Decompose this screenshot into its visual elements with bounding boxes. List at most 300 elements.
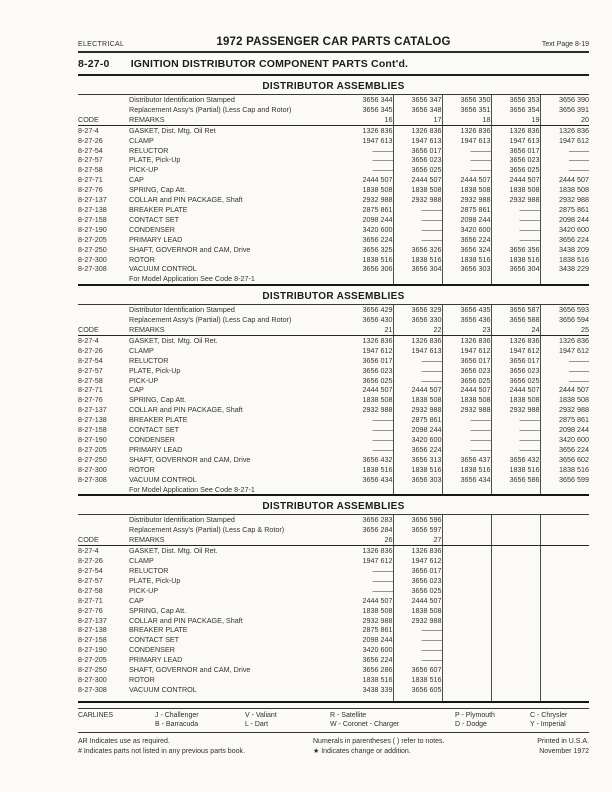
remarks-header: REMARKS [129,325,344,335]
carlines-legend [78,708,589,733]
id-stamped-value [491,515,540,525]
part-number [491,606,540,616]
part-number: 3656 017 [491,356,540,366]
carline-entry: P - Plymouth [455,711,495,719]
carline-entry: L - Dart [245,721,269,729]
carline-column [245,711,330,730]
id-stamped-label: Distributor Identification Stamped [129,515,344,525]
part-number [491,645,540,655]
part-number [540,596,589,606]
part-row [78,425,589,435]
part-number: 3656 224 [362,655,393,665]
part-number: ——— [442,435,491,445]
part-number: ——— [540,165,589,175]
part-row [78,146,589,156]
part-number: 3656 437 [442,455,491,465]
part-number: 1947 613 [491,136,540,146]
part-number: 2875 861 [540,205,589,215]
part-number: 2932 988 [491,405,540,415]
footnote-right-column [499,737,589,757]
part-number [442,665,491,675]
replacement-assy-value: 3656 391 [540,105,589,115]
footnote-number-sign: # Indicates parts not listed in any previous parts book. [78,747,245,755]
part-code: 8-27-71 [78,595,103,605]
part-number: 1326 836 [393,125,442,135]
part-number: 1838 508 [442,185,491,195]
part-code: 8-27-76 [78,185,103,195]
part-number [491,655,540,665]
part-row [78,415,589,425]
part-number: 3420 600 [362,224,393,234]
column-number: 21 [344,325,393,335]
part-row [78,346,589,356]
replacement-assy-value: 3656 436 [442,315,491,325]
section-code: 8-27-0 [78,58,110,70]
part-row [78,566,589,576]
part-number [540,606,589,616]
parts-table [78,514,589,702]
part-number: 2444 507 [442,175,491,185]
empty-cell [491,695,540,702]
empty-cell [491,485,540,496]
part-row [78,185,589,195]
part-number: 3656 023 [442,366,491,376]
id-stamped-value: 3656 596 [393,515,442,525]
part-number: 2875 861 [362,625,393,635]
part-number: 3656 605 [393,685,442,695]
part-code: 8-27-250 [78,244,107,254]
part-number [442,546,491,556]
part-number: 1838 508 [442,395,491,405]
part-code: 8-27-137 [78,615,107,625]
part-number: 2932 988 [442,405,491,415]
part-number: 2098 244 [362,635,393,645]
replacement-assy-value [540,525,589,535]
part-number: 1326 836 [442,335,491,345]
part-row [78,665,589,675]
part-number: 1947 613 [442,136,491,146]
part-row [78,356,589,366]
part-number: 1838 516 [491,465,540,475]
part-number: 2932 988 [362,195,393,205]
part-number: ——— [393,215,442,225]
part-number: 2444 507 [362,385,393,395]
remarks-header: REMARKS [129,535,344,545]
part-description: COLLAR and PIN PACKAGE, Shaft [129,405,243,415]
empty-cell [393,274,442,285]
part-description: GASKET, Dist. Mtg. Oil Ret. [129,335,218,345]
part-description: ROTOR [129,254,155,264]
part-number: 1838 516 [442,465,491,475]
column-number: 25 [540,325,589,335]
part-number [442,616,491,626]
part-number [491,586,540,596]
tables-container [78,81,589,703]
part-number: 1838 516 [540,255,589,265]
column-number: 19 [491,115,540,125]
part-code: 8-27-205 [78,444,107,454]
part-number: 3656 224 [393,445,442,455]
part-code: 8-27-76 [78,605,103,615]
part-row [78,475,589,485]
part-number: 3656 356 [491,245,540,255]
part-number: 1838 508 [491,185,540,195]
column-number: 27 [393,535,442,545]
id-stamped-row [78,95,589,105]
part-number: 1838 508 [393,185,442,195]
part-code: 8-27-54 [78,565,103,575]
part-number: ——— [491,215,540,225]
part-description: PICK-UP [129,585,159,595]
part-number: 3656 017 [393,566,442,576]
replacement-assy-label: Replacement Assy's (Partial) (Less Cap & Rotor) [129,525,285,535]
part-number: ——— [491,205,540,215]
part-code: 8-27-137 [78,405,107,415]
part-description: PRIMARY LEAD [129,444,183,454]
part-number [540,616,589,626]
text-page-number: Text Page 8-19 [541,41,589,48]
code-header: CODE [78,115,129,125]
part-code: 8-27-76 [78,395,103,405]
part-description: RELUCTOR [129,565,169,575]
carline-entry: V - Valiant [245,711,277,719]
part-number: 3656 023 [362,365,393,375]
replacement-assy-row [78,315,589,325]
part-number: ——— [540,146,589,156]
part-row [78,546,589,556]
model-application-note-row [78,274,589,285]
part-number: 2932 988 [540,195,589,205]
part-code: 8-27-4 [78,546,99,556]
part-number: 3656 023 [491,366,540,376]
part-number: 2444 507 [540,175,589,185]
replacement-assy-row [78,105,589,115]
id-stamped-value: 3656 283 [344,515,393,525]
part-number: 1838 516 [393,465,442,475]
part-number: 3656 602 [540,455,589,465]
part-row [78,264,589,274]
column-number: 22 [393,325,442,335]
part-row [78,335,589,345]
code-cell [78,515,129,525]
column-number [540,535,589,545]
part-description: CAP [129,595,144,605]
part-row [78,645,589,655]
column-header-row [78,115,589,125]
part-row [78,225,589,235]
column-number: 26 [344,535,393,545]
part-number: 1838 516 [540,465,589,475]
part-number: 1947 612 [491,346,540,356]
part-row [78,235,589,245]
replacement-assy-value [491,525,540,535]
part-number: 3656 025 [491,376,540,386]
page-header [78,36,589,53]
part-description: SPRING, Cap Att. [129,605,187,615]
part-number: 1947 613 [362,135,393,145]
column-number: 20 [540,115,589,125]
part-number: 3656 286 [362,665,393,675]
part-description: PICK-UP [129,165,159,175]
part-description: BREAKER PLATE [129,204,188,214]
part-number [491,685,540,695]
part-number: ——— [393,366,442,376]
part-number: 2875 861 [540,415,589,425]
table-title: DISTRIBUTOR ASSEMBLIES [262,501,405,513]
replacement-assy-value: 3656 284 [362,525,393,535]
part-number: 3438 339 [362,684,393,694]
part-description: SHAFT, GOVERNOR and CAM, Drive [129,665,251,675]
remarks-header: REMARKS [129,115,344,125]
printed-in: Printed in U.S.A. [537,737,589,745]
part-number: ——— [540,356,589,366]
part-number: 3656 224 [362,234,393,244]
empty-cell [344,274,393,285]
replacement-assy-value: 3656 330 [393,315,442,325]
part-number: ——— [372,425,393,435]
column-number: 23 [442,325,491,335]
part-number: 2932 988 [362,615,393,625]
part-number: 3656 023 [393,155,442,165]
part-row [78,675,589,685]
part-number [540,665,589,675]
part-code: 8-27-57 [78,155,103,165]
part-number: 1326 836 [362,335,393,345]
part-number: 3656 017 [491,146,540,156]
part-number: 3656 434 [362,474,393,484]
empty-cell [540,695,589,702]
id-stamped-value [442,515,491,525]
part-number [540,625,589,635]
carline-entry: B - Barracuda [155,721,199,729]
part-number: ——— [491,225,540,235]
part-number: 2098 244 [393,425,442,435]
part-row [78,215,589,225]
part-number: ——— [540,376,589,386]
part-description: CAP [129,175,144,185]
part-number: 1838 516 [362,254,393,264]
part-description: COLLAR and PIN PACKAGE, Shaft [129,195,243,205]
part-number: 1326 836 [540,125,589,135]
part-number [491,556,540,566]
carline-column [155,711,245,730]
part-number: 2875 861 [442,205,491,215]
table-title: DISTRIBUTOR ASSEMBLIES [262,291,405,303]
part-number: 2444 507 [393,596,442,606]
code-cell [78,315,129,325]
part-number: 1838 516 [393,255,442,265]
part-number: ——— [372,575,393,585]
part-number [540,576,589,586]
part-number: 2932 988 [362,405,393,415]
part-number [540,645,589,655]
part-number: ——— [540,366,589,376]
part-description: GASKET, Dist. Mtg. Oil Ret. [129,546,218,556]
column-number [491,535,540,545]
part-description: CONTACT SET [129,214,180,224]
empty-cell [442,274,491,285]
part-code: 8-27-300 [78,464,107,474]
footnote-ar: AR Indicates use as required. [78,737,170,745]
part-code: 8-27-308 [78,264,107,274]
part-number: 2444 507 [362,595,393,605]
part-number: 3420 600 [362,645,393,655]
id-stamped-value [540,515,589,525]
part-code: 8-27-205 [78,655,107,665]
part-number [442,566,491,576]
part-number: 1838 516 [362,674,393,684]
replacement-assy-label: Replacement Assy's (Partial) (Less Cap and Rotor) [129,104,292,114]
replacement-assy-value: 3656 345 [362,104,393,114]
part-number: 1326 836 [393,335,442,345]
part-number: 3656 304 [491,264,540,274]
part-description: PRIMARY LEAD [129,655,183,665]
part-number: ——— [372,415,393,425]
part-code: 8-27-190 [78,645,107,655]
part-number: 1947 612 [540,346,589,356]
part-number: 3656 434 [442,475,491,485]
replacement-assy-value: 3656 354 [491,105,540,115]
part-number: ——— [372,155,393,165]
part-description: RELUCTOR [129,145,169,155]
carline-column [455,711,530,730]
part-row [78,376,589,386]
part-number: 1326 836 [362,125,393,135]
part-code: 8-27-71 [78,385,103,395]
part-number: 3656 017 [442,356,491,366]
part-number [442,645,491,655]
part-number: 2444 507 [393,175,442,185]
carline-entry: J - Challenger [155,711,199,719]
part-code: 8-27-137 [78,195,107,205]
part-number [540,655,589,665]
id-stamped-value: 3656 587 [491,305,540,315]
part-number [540,685,589,695]
part-code: 8-27-54 [78,145,103,155]
carline-entry: D - Dodge [455,721,487,729]
part-row [78,136,589,146]
part-row [78,655,589,665]
part-description: PLATE, Pick-Up [129,155,181,165]
part-number: 3656 599 [540,475,589,485]
part-description: SHAFT, GOVERNOR and CAM, Drive [129,244,251,254]
part-number: ——— [393,625,442,635]
part-number: 3656 324 [442,245,491,255]
id-stamped-value: 3656 435 [442,305,491,315]
part-code: 8-27-57 [78,575,103,585]
part-number: 3420 600 [540,225,589,235]
carline-entry: Y - Imperial [530,721,566,729]
part-number: ——— [372,165,393,175]
part-number: 1838 508 [540,395,589,405]
code-cell [78,525,129,535]
part-number: 2875 861 [362,204,393,214]
section-heading [78,53,589,76]
id-stamped-value: 3656 593 [540,305,589,315]
part-number: 2444 507 [540,385,589,395]
part-code: 8-27-58 [78,375,103,385]
column-number: 16 [344,115,393,125]
parts-table [78,304,589,496]
part-row [78,445,589,455]
part-code: 8-27-138 [78,415,107,425]
replacement-assy-value: 3656 588 [491,315,540,325]
part-number: ——— [393,225,442,235]
part-number [442,586,491,596]
part-number: 3656 586 [491,475,540,485]
part-number: ——— [491,435,540,445]
footnote-star: ★ Indicates change or addition. [313,747,411,755]
part-number: ——— [372,565,393,575]
carline-entry: C - Chrysler [530,711,568,719]
part-number [442,675,491,685]
id-stamped-value: 3656 347 [393,95,442,105]
part-description: COLLAR and PIN PACKAGE, Shaft [129,615,243,625]
part-number: 1326 836 [442,125,491,135]
part-number [540,566,589,576]
part-number: 3656 306 [362,264,393,274]
part-number: 1326 836 [491,125,540,135]
part-number: 3656 224 [540,445,589,455]
part-description: PRIMARY LEAD [129,234,183,244]
part-number: 3438 229 [540,264,589,274]
part-number: ——— [372,444,393,454]
part-code: 8-27-57 [78,365,103,375]
id-stamped-value: 3656 390 [540,95,589,105]
footnote-left-column [78,737,313,757]
part-number [540,556,589,566]
part-row [78,625,589,635]
empty-cell [344,695,393,702]
part-number: 1947 612 [362,345,393,355]
model-application-note-row [78,485,589,496]
part-number: ——— [540,155,589,165]
id-stamped-row [78,515,589,525]
code-cell [78,485,129,496]
part-row [78,395,589,405]
part-number: ——— [372,145,393,155]
part-code: 8-27-138 [78,204,107,214]
part-number: 3656 023 [393,576,442,586]
part-row [78,245,589,255]
part-code: 8-27-26 [78,135,103,145]
part-code: 8-27-4 [78,125,99,135]
part-number: 1838 508 [362,185,393,195]
footnote-middle-column [313,737,499,757]
part-number: 2098 244 [442,215,491,225]
part-number: 1838 516 [393,675,442,685]
part-number [442,576,491,586]
part-number: ——— [491,415,540,425]
part-code: 8-27-300 [78,254,107,264]
part-number: 2098 244 [540,425,589,435]
part-number: 3656 224 [442,235,491,245]
column-number: 18 [442,115,491,125]
part-code: 8-27-300 [78,674,107,684]
replacement-assy-label: Replacement Assy's (Partial) (Less Cap and Rotor) [129,315,292,325]
part-number: 2444 507 [491,175,540,185]
column-number [442,535,491,545]
part-number: ——— [393,655,442,665]
part-number: 1838 508 [362,395,393,405]
part-number [540,675,589,685]
part-number: 3656 017 [362,355,393,365]
spacer-cell [129,695,344,702]
part-number: 1326 836 [491,335,540,345]
section-title: IGNITION DISTRIBUTOR COMPONENT PARTS Cont'd. [130,58,409,70]
part-description: SPRING, Cap Att. [129,185,187,195]
part-number: 1838 508 [393,606,442,616]
